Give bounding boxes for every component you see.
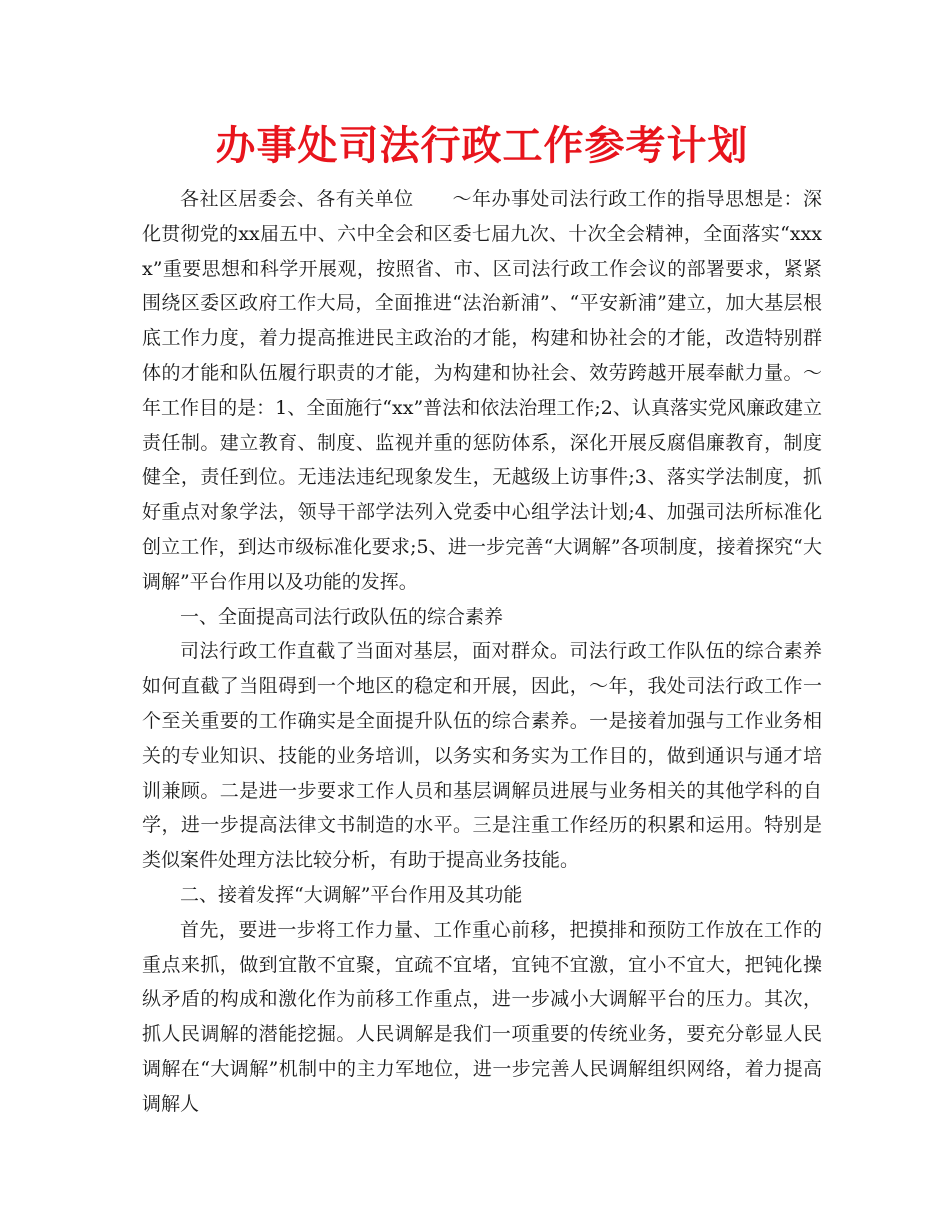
- section-1-paragraph: 司法行政工作直截了当面对基层，面对群众。司法行政工作队伍的综合素养如何直截了当阻碍到一个地区的稳定和开展，因此，～年，我处司法行政工作一个至关重要的工作确实是全面提升队伍的综合素养。一是接着加强与工作业务相关的专业知识、技能的业务培训，以务实和务实为工作目的，做到通识与通才培训兼顾。二是进一步要求工作人员和基层调解员进展与业务相关的其他学科的自学，进一步提高法律文书制造的水平。三是注重工作经历的积累和运用。特别是类似案件处理方法比较分析，有助于提高业务技能。: [142, 640, 822, 872]
- document-title: 办事处司法行政工作参考计划: [215, 123, 749, 169]
- document-page: [142, 118, 822, 1122]
- section-2-paragraph: 首先，要进一步将工作力量、工作重心前移，把摸排和预防工作放在工作的重点来抓，做到宜散不宜聚，宜疏不宜堵，宜钝不宜激，宜小不宜大，把钝化操纵矛盾的构成和激化作为前移工作重点，进一步减小大调解平台的压力。其次，抓人民调解的潜能挖掘。人民调解是我们一项重要的传统业务，要充分彰显人民调解在“大调解”机制中的主力军地位，进一步完善人民调解组织网络，着力提高调解人: [142, 918, 822, 1115]
- section-heading-2: 二、接着发挥“大调解”平台作用及其功能: [180, 883, 523, 906]
- section-heading-1: 一、全面提高司法行政队伍的综合素养: [180, 605, 504, 628]
- intro-paragraph: 各社区居委会、各有关单位 ～年办事处司法行政工作的指导思想是：深化贯彻党的xx届五中、六中全会和区委七届九次、十次全会精神，全面落实“xxxx”重要思想和科学开展观，按照省、市、区司法行政工作会议的部署要求，紧紧围绕区委区政府工作大局，全面推进“法治新浦”、“平安新浦”建立，加大基层根底工作力度，着力提高推进民主政治的才能，构建和协社会的才能，改造特别群体的才能和队伍履行职责的才能，为构建和协社会、效劳跨越开展奉献力量。～年工作目的是：1、全面施行“xx”普法和依法治理工作;2、认真落实党风廉政建立责任制。建立教育、制度、监视并重的惩防体系，深化开展反腐倡廉教育，制度健全，责任到位。无违法违纪现象发生，无越级上访事件;3、落实学法制度，抓好重点对象学法，领导干部学法列入党委中心组学法计划;4、加强司法所标准化创立工作，到达市级标准化要求;5、进一步完善“大调解”各项制度，接着探究“大调解”平台作用以及功能的发挥。: [142, 188, 822, 593]
